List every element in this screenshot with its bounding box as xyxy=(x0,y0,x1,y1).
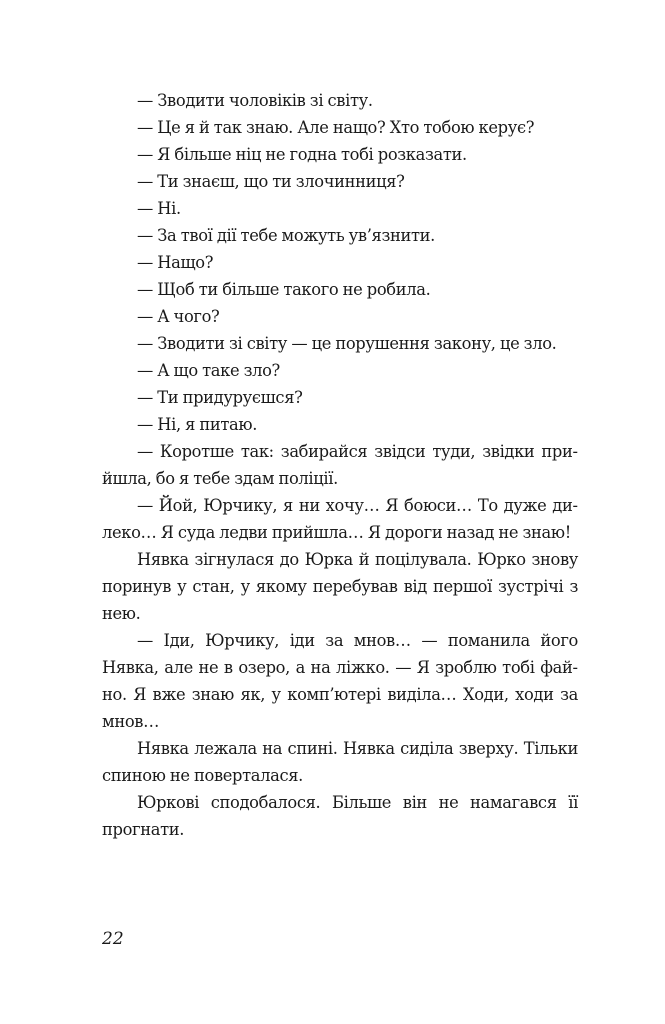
dialogue-line: — Я більше ніц не годна тобі розказати. xyxy=(137,145,467,164)
narrative-paragraph: Юркові сподобалося. Більше він не намагався її прогнати. xyxy=(102,793,578,839)
dialogue-line: — А що таке зло? xyxy=(137,361,280,380)
dialogue-line: — Коротше так: забирайся звідси туди, звідки прийшла, бо я тебе здам поліції. xyxy=(102,442,578,488)
dialogue-line: — Зводити зі світу — це порушення закону, це зло. xyxy=(137,334,557,353)
dialogue-line: — Це я й так знаю. Але нащо? Хто тобою керує? xyxy=(137,118,535,137)
narrative-paragraph: Нявка зігнулася до Юрка й поцілувала. Юрко знову поринув у стан, у якому перебував від першої зустрічі з нею. xyxy=(102,550,578,623)
dialogue-line: — Ні, я питаю. xyxy=(137,415,258,434)
dialogue-line: — Нащо? xyxy=(137,253,214,272)
narrative-paragraph: Нявка лежала на спині. Нявка сиділа зверху. Тільки спиною не поверталася. xyxy=(102,739,578,785)
page-number: 22 xyxy=(102,929,124,949)
dialogue-line: — Іди, Юрчику, іди за мнов… — поманила його Нявка, але не в озеро, а на ліжко. — Я зроблю тобі файно. Я вже знаю як, у комп’ютері виділа… Ходи, ходи за мнов… xyxy=(102,631,578,731)
dialogue-line: — А чого? xyxy=(137,307,220,326)
dialogue-line: — Зводити чоловіків зі світу. xyxy=(137,91,373,110)
dialogue-line: — Ти придуруєшся? xyxy=(137,388,303,407)
dialogue-line: — Йой, Юрчику, я ни хочу… Я боюси… То дуже дилеко… Я суда ледви прийшла… Я дороги назад не знаю! xyxy=(102,496,578,542)
dialogue-line: — Ти знаєш, що ти злочинниця? xyxy=(137,172,405,191)
dialogue-line: — Щоб ти більше такого не робила. xyxy=(137,280,431,299)
page-body-text xyxy=(102,87,578,843)
dialogue-line: — Ні. xyxy=(137,199,181,218)
dialogue-line: — За твої дії тебе можуть ув’язнити. xyxy=(137,226,435,245)
